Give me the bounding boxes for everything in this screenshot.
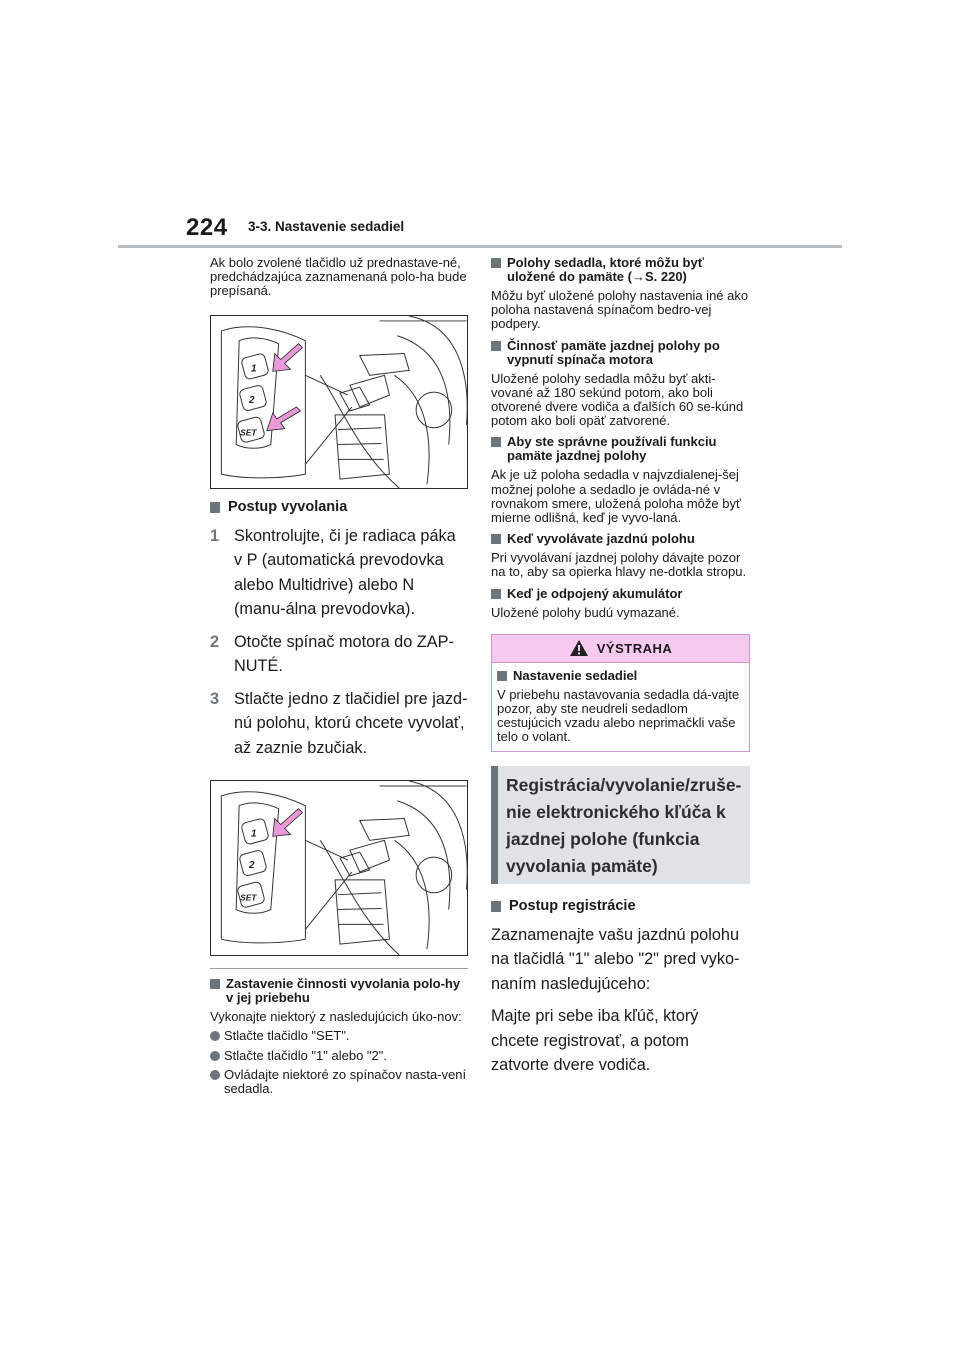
stop-heading: Zastavenie činnosti vyvolania polo-hy v jej priebehu: [210, 977, 468, 1005]
warning-triangle-icon: [569, 639, 589, 657]
bullet-item: Stlačte tlačidlo "1" alebo "2".: [210, 1049, 468, 1063]
info-section: Polohy sedadla, ktoré môžu byť uložené do pamäte (→S. 220) Môžu byť uložené polohy nastavenia iné ako poloha nastavená spínačom bedro-vej podpery.: [491, 255, 749, 332]
figure-memory-buttons-1: [210, 315, 468, 489]
square-bullet-icon: [497, 671, 507, 681]
page-number: 224: [186, 214, 228, 241]
bullet-item: Stlačte tlačidlo "SET".: [210, 1029, 468, 1043]
warning-text: V priebehu nastavovania sedadla dá-vajte pozor, aby ste neudreli sedadlom cestujúcich vzadu alebo neprimačkli vaše telo o volant.: [497, 686, 740, 745]
round-bullet-icon: [210, 1070, 220, 1080]
warning-heading: Nastavenie sedadiel: [497, 669, 744, 683]
square-bullet-icon: [491, 437, 501, 447]
register-paragraph: Majte pri sebe iba kľúč, ktorý chcete registrovať, a potom zatvorte dvere vodiča.: [491, 1007, 699, 1075]
door-panel-illustration-1: [211, 316, 467, 488]
section-divider: [210, 968, 468, 969]
bullet-item: Ovládajte niektoré zo spínačov nasta-vení sedadla.: [210, 1068, 468, 1096]
round-bullet-icon: [210, 1051, 220, 1061]
square-bullet-icon: [210, 502, 220, 513]
button-2-label: 2: [249, 860, 255, 872]
register-paragraph: Zaznamenajte vašu jazdnú polohu na tlačidlá "1" alebo "2" pred vyko-naním nasledujúceho:: [491, 925, 740, 993]
square-bullet-icon: [491, 901, 501, 912]
warning-box: [491, 634, 750, 752]
info-section: Aby ste správne používali funkciu pamäte jazdnej polohy Ak je už poloha sedadla v najvzdialenej-šej možnej polohe a sedadlo je ovláda-né v rovnakom smere, uložená poloha môže byť mierne odlišná, keď je vyvo-laná.: [491, 434, 741, 526]
square-bullet-icon: [210, 979, 220, 989]
door-panel-illustration-2: [211, 781, 467, 955]
square-bullet-icon: [491, 589, 501, 599]
button-set-label: SET: [240, 427, 257, 438]
info-section: Činnosť pamäte jazdnej polohy po vypnutí spínača motora Uložené polohy sedadla môžu byť akti-vované až 180 sekúnd potom, ako boli otvorené dvere vodiča a ďalších 60 se-kúnd potom ako boli opäť zatvorené.: [491, 337, 744, 429]
step-2: 2 Otočte spínač motora do ZAP-NUTÉ.: [210, 632, 454, 676]
recall-heading: Postup vyvolania: [210, 499, 468, 516]
warning-header: VÝSTRAHA: [492, 635, 749, 663]
topic-heading-box: [491, 766, 750, 884]
button-set-label: SET: [240, 892, 257, 903]
arrow-pointer: [273, 343, 303, 371]
square-bullet-icon: [491, 341, 501, 351]
button-1-label: 1: [251, 828, 257, 840]
arrow-pointer: [273, 809, 303, 837]
section-title: 3-3. Nastavenie sedadiel: [248, 219, 405, 234]
topic-accent-bar: [491, 766, 498, 884]
header-rule: [118, 245, 842, 248]
square-bullet-icon: [491, 534, 501, 544]
step-1: 1 Skontrolujte, či je radiaca páka v P (automatická prevodovka alebo Multidrive) alebo N (manu-álna prevodovka).: [210, 526, 456, 619]
intro-note: Ak bolo zvolené tlačidlo už prednastave-né, predchádzajúca zaznamenaná polo-ha bude prepísaná.: [210, 255, 467, 299]
left-column: [210, 256, 468, 1096]
arrow-pointer: [267, 407, 301, 431]
round-bullet-icon: [210, 1031, 220, 1041]
stop-intro: Vykonajte niektorý z nasledujúcich úko-nov:: [210, 1009, 462, 1025]
step-3: 3 Stlačte jedno z tlačidiel pre jazd-nú polohu, ktorú chcete vyvolať, až zaznie bzučiak.: [210, 689, 468, 757]
info-section: Keď je odpojený akumulátor Uložené polohy budú vymazané.: [491, 585, 683, 620]
right-column: [491, 256, 750, 1078]
register-heading: Postup registrácie: [491, 898, 750, 915]
topic-title: Registrácia/vyvolanie/zruše-nie elektronického kľúča k jazdnej polohe (funkcia vyvolania pamäte): [506, 774, 742, 876]
figure-memory-buttons-2: [210, 780, 468, 956]
button-1-label: 1: [251, 362, 257, 374]
square-bullet-icon: [491, 258, 501, 268]
info-section: Keď vyvolávate jazdnú polohu Pri vyvolávaní jazdnej polohy dávajte pozor na to, aby sa opierka hlavy ne-dotkla stropu.: [491, 531, 747, 580]
button-2-label: 2: [249, 394, 255, 406]
